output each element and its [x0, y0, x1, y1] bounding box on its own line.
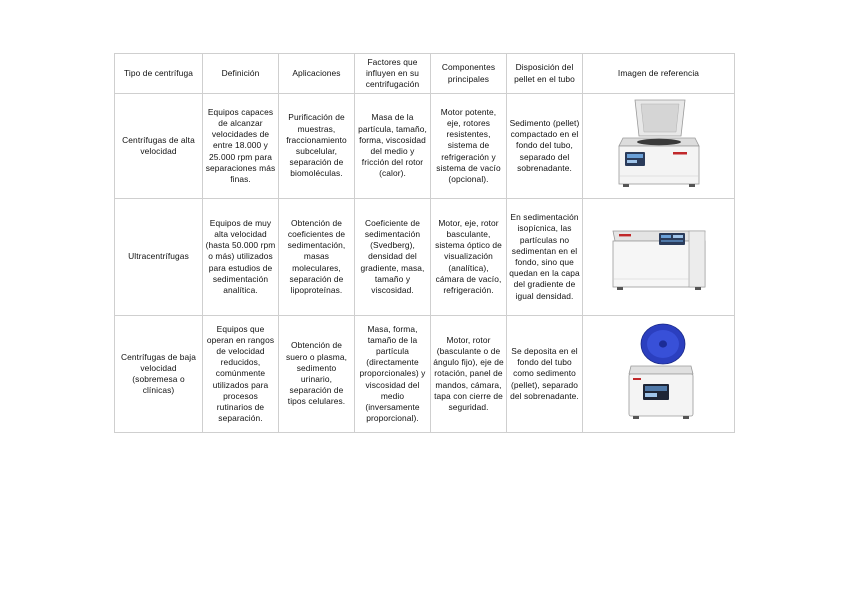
cell-tipo: Centrífugas de alta velocidad [115, 94, 203, 199]
cell-componentes: Motor, rotor (basculante o de ángulo fijo), eje de rotación, panel de mandos, cámara, tapa con cierre de seguridad. [431, 316, 507, 433]
header-row [115, 54, 735, 94]
cell-componentes: Motor, eje, rotor basculante, sistema óptico de visualización (analítica), cámara de vacío, refrigeración. [431, 199, 507, 316]
cell-imagen [583, 94, 735, 199]
header-pellet: Disposición del pellet en el tubo [507, 54, 583, 94]
cell-definicion: Equipos capaces de alcanzar velocidades de entre 18.000 y 25.000 rpm para separaciones más finas. [203, 94, 279, 199]
cell-factores: Masa de la partícula, tamaño, forma, viscosidad del medio y fricción del rotor (calor). [355, 94, 431, 199]
benchtop-centrifuge-icon [619, 320, 699, 428]
table-row [115, 316, 735, 433]
cell-pellet: Se deposita en el fondo del tubo como sedimento (pellet), separado del sobrenadante. [507, 316, 583, 433]
table-row [115, 199, 735, 316]
cell-imagen [583, 316, 735, 433]
cell-componentes: Motor potente, eje, rotores resistentes, sistema de refrigeración y sistema de vacío (opcional). [431, 94, 507, 199]
cell-pellet: Sedimento (pellet) compactado en el fondo del tubo, separado del sobrenadante. [507, 94, 583, 199]
high-speed-centrifuge-icon [613, 96, 705, 196]
cell-definicion: Equipos que operan en rangos de velocidad reducidos, comúnmente utilizados para procesos rutinarios de separación. [203, 316, 279, 433]
cell-pellet: En sedimentación isopícnica, las partículas no sedimentan en el fondo, sino que quedan en la capa del gradiente de igual densidad. [507, 199, 583, 316]
header-definicion: Definición [203, 54, 279, 94]
header-imagen: Imagen de referencia [583, 54, 735, 94]
cell-factores: Masa, forma, tamaño de la partícula (directamente proporcionales) y viscosidad del medio (inversamente proporcional). [355, 316, 431, 433]
cell-tipo: Centrífugas de baja velocidad (sobremesa o clínicas) [115, 316, 203, 433]
cell-factores: Coeficiente de sedimentación (Svedberg), densidad del gradiente, masa, tamaño y viscosidad. [355, 199, 431, 316]
header-factores: Factores que influyen en su centrifugación [355, 54, 431, 94]
table-row [115, 94, 735, 199]
ultracentrifuge-icon [607, 217, 711, 297]
cell-tipo: Ultracentrífugas [115, 199, 203, 316]
cell-aplicaciones: Obtención de coeficientes de sedimentación, masas moleculares, separación de lipoproteínas. [279, 199, 355, 316]
header-aplicaciones: Aplicaciones [279, 54, 355, 94]
header-componentes: Componentes principales [431, 54, 507, 94]
cell-aplicaciones: Purificación de muestras, fraccionamiento subcelular, separación de biomoléculas. [279, 94, 355, 199]
cell-definicion: Equipos de muy alta velocidad (hasta 50.000 rpm o más) utilizados para estudios de sedimentación analítica. [203, 199, 279, 316]
centrifuge-comparison-table [114, 53, 735, 433]
header-tipo: Tipo de centrífuga [115, 54, 203, 94]
cell-aplicaciones: Obtención de suero o plasma, sedimento urinario, separación de tipos celulares. [279, 316, 355, 433]
cell-imagen [583, 199, 735, 316]
